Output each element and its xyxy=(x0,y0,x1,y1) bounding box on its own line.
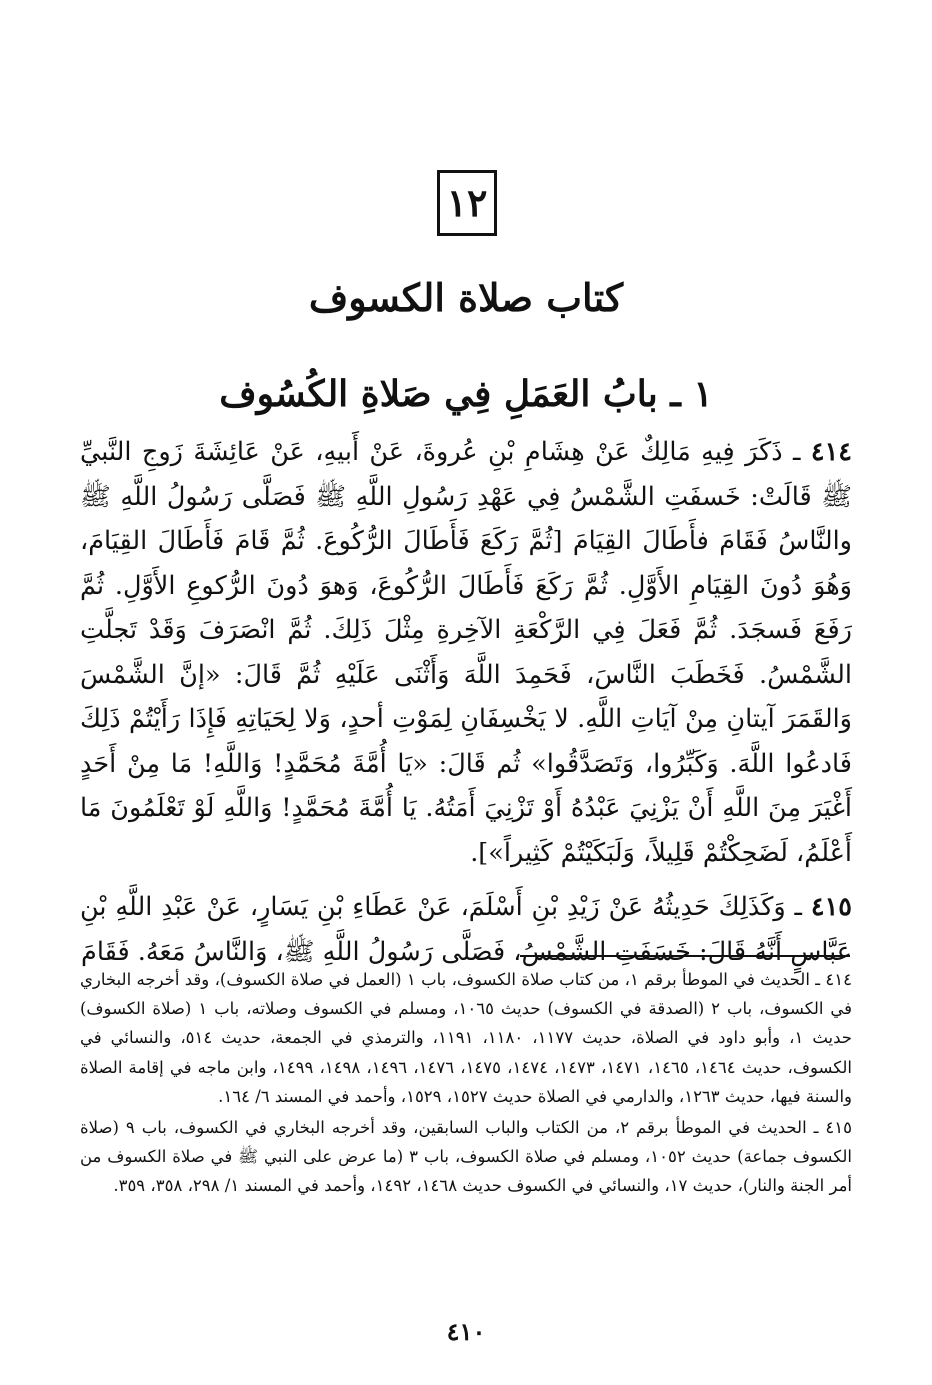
hadith-number: ٤١٥ xyxy=(810,892,852,922)
hadith-number: ٤١٤ xyxy=(810,437,852,467)
footnote xyxy=(80,1113,852,1201)
footnote-number: ٤١٤ xyxy=(825,970,853,989)
footnote xyxy=(80,965,852,1111)
page-number: ٤١٠ xyxy=(446,1317,486,1346)
book-title: كتاب صلاة الكسوف xyxy=(308,275,624,320)
footnote-divider xyxy=(520,955,850,957)
footnote-number: ٤١٥ xyxy=(825,1118,852,1138)
hadith-text: ـ ذَكَرَ فِيهِ مَالِكٌ عَنْ هِشَامِ بْنِ عُروةَ، عَنْ أَبيهِ، عَنْ عَائِشَةَ زَوجِ النَّبيِّ ﷺ قَالَتْ: خَسفَتِ الشَّمْسُ فِي عَهْدِ رَسُولِ اللَّهِ ﷺ فَصَلَّى رَسُولُ اللَّهِ ﷺ والنَّاسُ فَقَامَ فأَطَالَ القِيَامَ [ثُمَّ رَكَعَ فَأَطَالَ الرُّكُوعَ. ثُمَّ قَامَ فَأَطَالَ القِيَامَ، وَهُوَ دُونَ القِيَامِ الأَوَّلِ. ثُمَّ رَكَعَ فَأَطَالَ الرُّكُوعَ، وَهوَ دُونَ الرُّكوعِ الأَوَّلِ. ثُمَّ رَفَعَ فَسجَدَ. ثُمَّ فَعَلَ فِي الرَّكْعَةِ الآخِرةِ مِثْلَ ذَلِكَ. ثُمَّ انْصَرَفَ وَقَدْ تَجلَّتِ الشَّمْسُ. فَخَطَبَ النَّاسَ، فَحَمِدَ اللَّهَ وَأَثْنَى عَلَيْهِ ثُمَّ قَالَ: «إنَّ الشَّمْسَ وَالقَمَرَ آيتانِ مِنْ آيَاتِ اللَّهِ. لا يَخْسِفَانِ لِمَوْتِ أحدٍ، وَلا لِحَيَاتِهِ فَإِذَا رَأَيْتُمْ ذَلِكَ فَادعُوا اللَّهَ. وَكَبِّرُوا، وَتَصَدَّقُوا» ثُم قَالَ: «يَا أُمَّةَ مُحَمَّدٍ! وَاللَّهِ! مَا مِنْ أَحَدٍ أَغْيَرَ مِنَ اللَّهِ أَنْ يَزْنِيَ عَبْدُهُ أَوْ تَزْنِيَ أَمَتُهُ. يَا أُمَّةَ مُحَمَّدٍ! وَاللَّهِ لَوْ تَعْلَمُونَ مَا أَعْلَمُ، لَضَحِكْتُمْ قَلِيلاً، وَلَبَكَيْتُمْ كَثِيراً»]. xyxy=(80,437,852,868)
chapter-number: ١٢ xyxy=(446,180,488,225)
footnote-text: ـ الحديث في الموطأ برقم ٢، من الكتاب والباب السابقين، وقد أخرجه البخاري في الكسوف، باب ٩ (صلاة الكسوف جماعة) حديث ١٠٥٢، ومسلم في صلاة الكسوف، باب ٣ (ما عرض على النبي ﷺ في صلاة الكسوف من أمر الجنة والنار)، حديث ١٧، والنسائي في الكسوف حديث ١٤٦٨، ١٤٩٢، وأحمد في المسند ١/ ٢٩٨، ٣٥٨، ٣٥٩. xyxy=(80,1118,852,1196)
footnotes xyxy=(80,965,852,1201)
chapter-number-box xyxy=(437,170,497,236)
hadith-text: ـ وَكَذَلِكَ حَدِيثُهُ عَنْ زَيْدِ بْنِ أَسْلَمَ، عَنْ عَطَاءِ بْنِ يَسَارٍ، عَنْ عَبْدِ اللَّهِ بْنِ عَبَّاسٍ أَنَّهُ قَالَ: خَسَفَتِ الشَّمْسُ، فَصَلَّى رَسُولُ اللَّهِ ﷺ، وَالنَّاسُ مَعَهُ. فَقَامَ xyxy=(80,892,852,967)
footnote-text: ـ الحديث في الموطأ برقم ١، من كتاب صلاة الكسوف، باب ١ (العمل في صلاة الكسوف)، وقد أخرجه البخاري في الكسوف، باب ٢ (الصدقة في الكسوف) حديث ١٠٦٥، ومسلم في الكسوف وصلاته، باب ١ (صلاة الكسوف) حديث ١، وأبو داود في الصلاة، حديث ١١٧٧، ١١٨٠، ١١٩١، والترمذي في الجمعة، حديث ٥١٤، والنسائي في الكسوف، حديث ١٤٦٤، ١٤٦٥، ١٤٧١، ١٤٧٣، ١٤٧٤، ١٤٧٥، ١٤٧٦، ١٤٩٦، ١٤٩٨، ١٤٩٩، وابن ماجه في إقامة الصلاة والسنة فيها، حديث ١٢٦٣، والدارمي في الصلاة حديث ١٥٢٧، ١٥٢٩، وأحمد في المسند ٦/ ١٦٤. xyxy=(80,970,853,1106)
hadith-text-body xyxy=(80,430,852,974)
hadith-paragraph xyxy=(80,885,852,974)
hadith-paragraph xyxy=(80,430,852,875)
section-heading: ١ ـ بابُ العَمَلِ فِي صَلاةِ الكُسُوف xyxy=(219,373,713,415)
